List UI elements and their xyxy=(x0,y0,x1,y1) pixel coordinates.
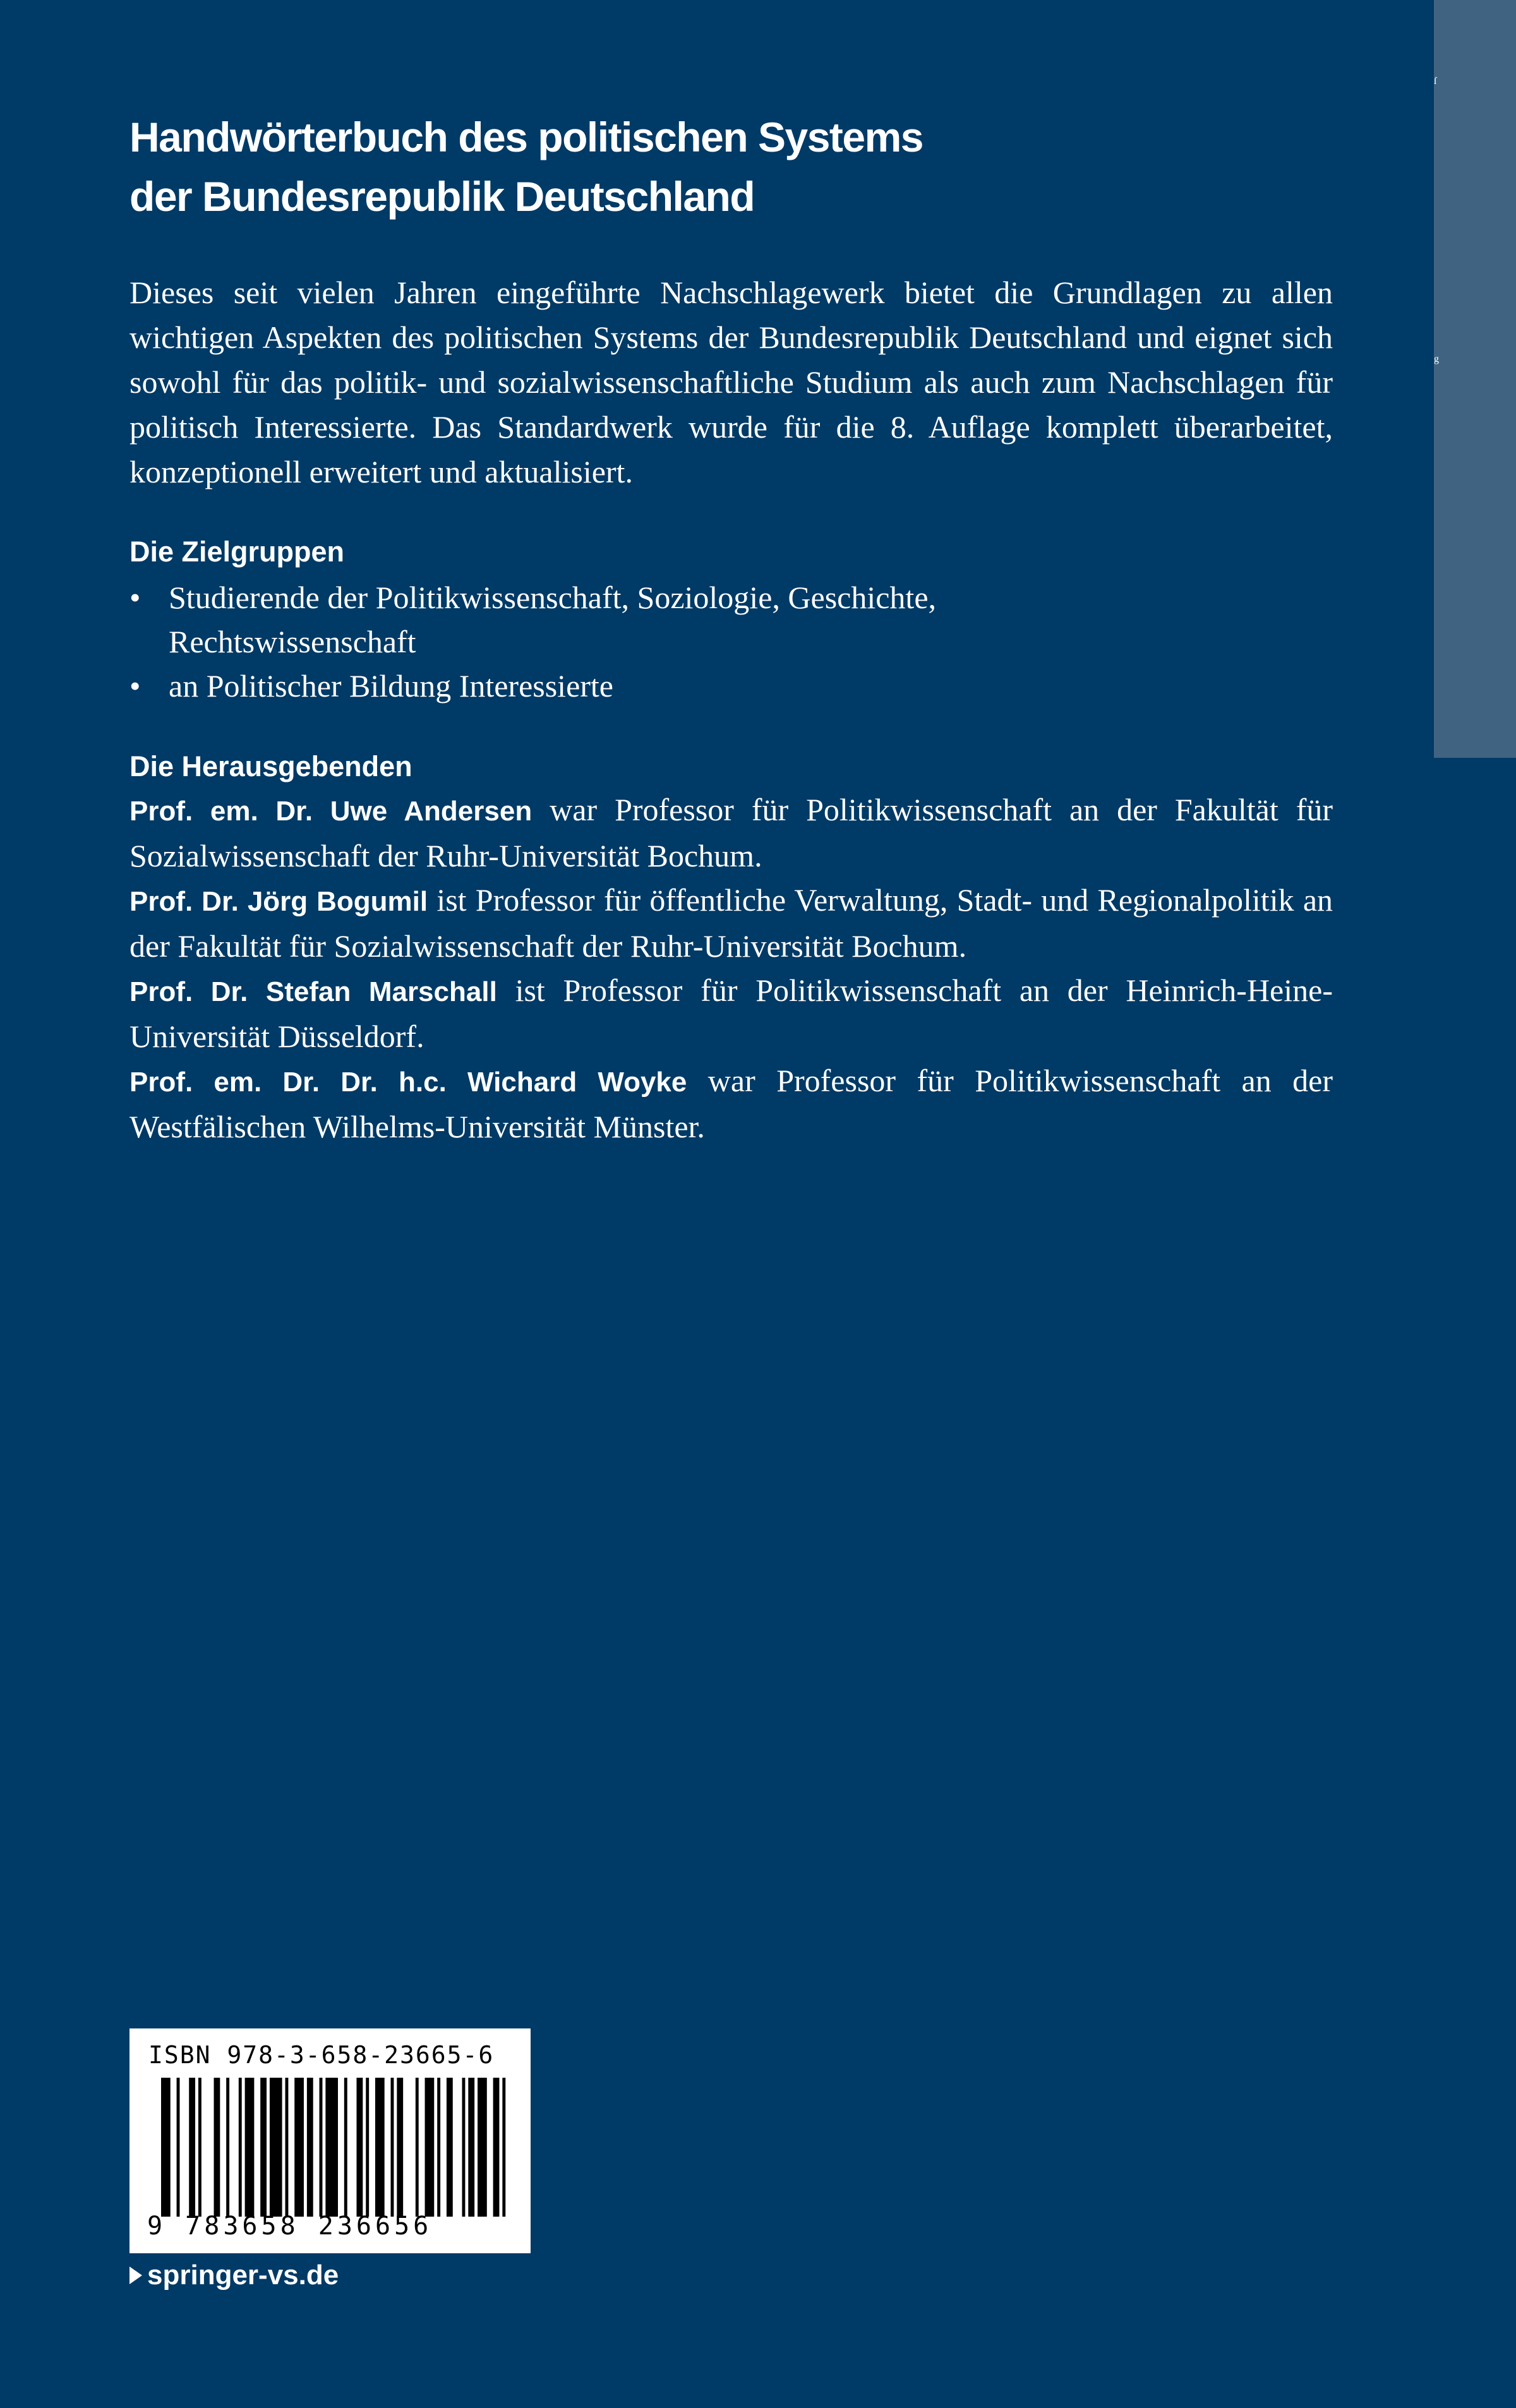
isbn-barcode xyxy=(129,2028,531,2253)
target-group-text: an Politischer Bildung Interessierte xyxy=(169,668,614,704)
target-group-text: Studierende der Politikwissenschaft, Soziologie, Geschichte, Rechtswissenschaft xyxy=(169,580,937,659)
editor-description: war Professor für Politikwissenschaft an der Fakultät für Sozialwissenschaft der Ruhr-Universität Bochum. xyxy=(129,792,1333,873)
book-title xyxy=(129,107,1333,226)
editor-description: ist Professor für Politikwissenschaft an der Heinrich-Heine-Universität Düsseldorf. xyxy=(129,973,1333,1054)
editor-description: war Professor für Politikwissenschaft an der Westfälischen Wilhelms-Universität Münster. xyxy=(129,1063,1333,1144)
back-cover-text xyxy=(129,107,1333,1149)
target-groups-heading: Die Zielgruppen xyxy=(129,536,345,568)
title-line-1: Handwörterbuch des politischen Systems xyxy=(129,114,923,160)
arrow-right-icon xyxy=(129,2267,142,2284)
list-item xyxy=(129,575,1028,664)
intro-paragraph: Dieses seit vielen Jahren eingeführte Nachschlagewerk bietet die Grundlagen zu allen wichtigen Aspekten des politischen Systems der Bundesrepublik Deutschland und eignet sich sowohl für das politik- und sozialwissenschaftliche Studium als auch zum Nachschlagen für politisch Interessierte. Das Standardwerk wurde für die 8. Auflage komplett überarbeitet, konzeptionell erweitert und aktualisiert. xyxy=(129,275,1333,489)
editor-name: Prof. em. Dr. Dr. h.c. Wichard Woyke xyxy=(129,1067,687,1098)
editors-heading: Die Herausgebenden xyxy=(129,750,412,782)
editor-description: ist Professor für öffentliche Verwaltung, Stadt- und Regionalpolitik an der Fakultät für Sozialwissenschaft der Ruhr-Universität Bochum. xyxy=(129,882,1333,964)
editor-name: Prof. em. Dr. Uwe Andersen xyxy=(129,796,532,827)
bullet-icon: • xyxy=(129,580,141,615)
editor-entry xyxy=(129,788,1333,878)
editor-entry xyxy=(129,968,1333,1058)
spine-decoration-lower: g xyxy=(1434,354,1439,364)
publisher-website xyxy=(129,2253,339,2297)
website-text: springer-vs.de xyxy=(147,2260,339,2291)
editor-name: Prof. Dr. Jörg Bogumil xyxy=(129,886,428,917)
editor-entry xyxy=(129,878,1333,968)
editor-entry xyxy=(129,1058,1333,1149)
target-groups-list xyxy=(129,575,1333,708)
spine-decoration: ſ xyxy=(1434,76,1437,87)
list-item xyxy=(129,664,1333,708)
title-line-2: der Bundesrepublik Deutschland xyxy=(129,173,755,220)
bullet-icon: • xyxy=(129,668,141,704)
isbn-text: ISBN 978-3-658-23665-6 xyxy=(148,2041,495,2069)
editor-name: Prof. Dr. Stefan Marschall xyxy=(129,976,497,1007)
barcode-bars-icon xyxy=(161,2078,515,2217)
ean-digits: 9 783658 236656 xyxy=(147,2212,433,2241)
